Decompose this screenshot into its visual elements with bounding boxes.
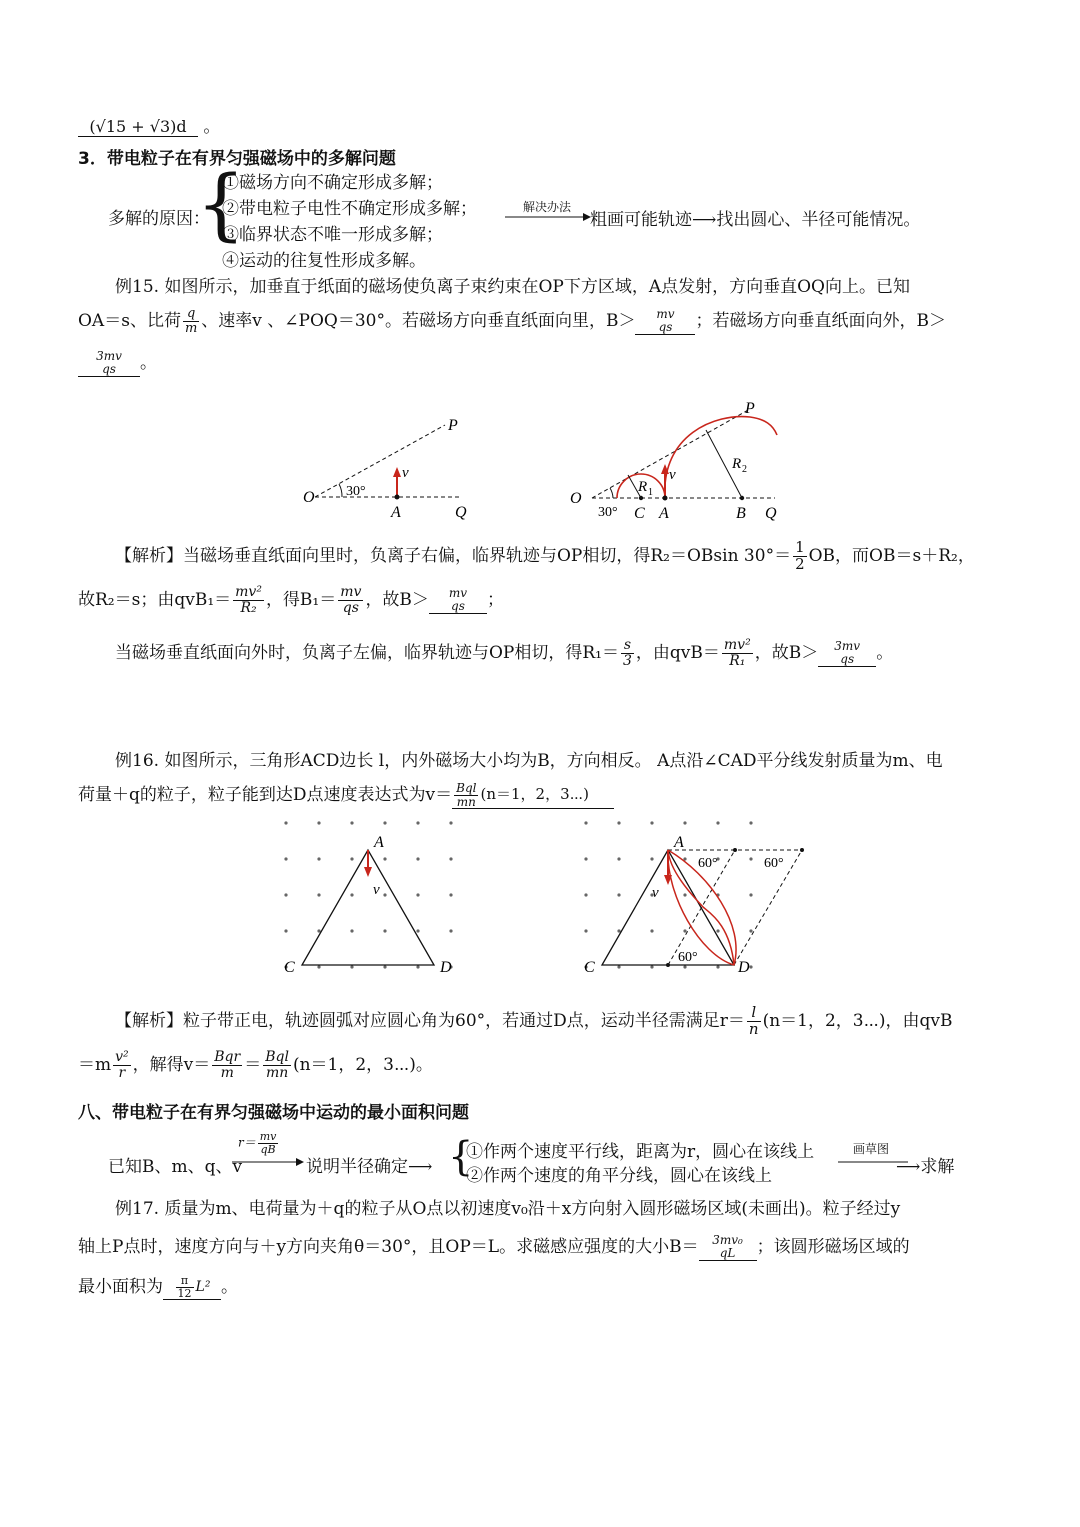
fig2-point-b	[740, 496, 744, 500]
field-dot	[284, 857, 287, 860]
reason-3: ③临界状态不唯一形成多解；	[222, 225, 443, 245]
fig4-label-c: C	[584, 959, 595, 976]
field-dot	[584, 857, 587, 860]
field-dot	[617, 857, 620, 860]
fig2-point-c	[639, 496, 643, 500]
sol16-line2: ＝m $\frac{\text{v²}}{r}$ ，解得v＝ $\frac{\text{Bqr}}{m}$ ＝ $\frac{\text{Bql}}{mn}$ (n＝1，2，3⋯)。	[78, 1049, 433, 1081]
field-dot	[383, 857, 386, 860]
field-dot	[317, 821, 320, 824]
field-dot	[350, 893, 353, 896]
fig4-angle-1: 60°	[698, 856, 718, 871]
field-dot	[650, 929, 653, 932]
fig3-label-a: A	[374, 834, 384, 851]
ex15-figure-2	[565, 395, 795, 530]
reason-1: ①磁场方向不确定形成多解；	[222, 173, 443, 193]
field-dot	[749, 929, 752, 932]
radius-text: 说明半径确定⟶	[306, 1157, 433, 1177]
sol16-line1: 【解析】粒子带正电，轨迹圆弧对应圆心角为60°，若通过D点，运动半径需满足r＝ $\frac{l}{n}$ (n＝1，2，3⋯)，由qvB	[115, 1003, 953, 1038]
fig4-label-d: D	[738, 959, 750, 976]
field-dot	[284, 821, 287, 824]
r-formula: r＝ $\frac{mv}{qB}$	[238, 1130, 277, 1156]
field-dot	[416, 893, 419, 896]
step-1: ①作两个速度平行线，距离为r，圆心在该线上	[466, 1142, 815, 1162]
field-dot	[284, 893, 287, 896]
ex16-figure-2	[570, 815, 820, 990]
reasons-list	[222, 170, 477, 274]
ex16-line2: 荷量＋q的粒子，粒子能到达D点速度表达式为v＝ $\frac{\text{Bql}}{mn}$ (n＝1，2，3⋯)	[78, 780, 614, 809]
ex15-figure-1	[290, 405, 490, 530]
field-dot	[749, 893, 752, 896]
field-dot	[416, 929, 419, 932]
field-dot	[617, 821, 620, 824]
fig2-label-r2-sub: 2	[742, 464, 747, 475]
ex16-line1: 例16. 如图所示，三角形ACD边长 l，内外磁场大小均为B，方向相反。 A点沿∠CAD平分线发射质量为m、电	[115, 751, 943, 771]
field-dot	[383, 965, 386, 968]
fig2-label-c: C	[634, 505, 645, 522]
top-answer: (√15 + √3)d	[78, 118, 198, 137]
fig4-angle-2: 60°	[764, 856, 784, 871]
sol15-line2: 故R₂＝s；由qvB₁＝ $\frac{\text{mv²}}{\text{R₂}}$ ，得B₁＝ $\frac{mv}{qs}$ ，故B＞ mv qs ；	[78, 584, 504, 616]
field-dot	[650, 965, 653, 968]
fig3-label-v: v	[373, 882, 380, 898]
draw-label: 画草图	[852, 1142, 889, 1156]
reason-4: ④运动的往复性形成多解。	[222, 251, 426, 271]
field-dot	[749, 821, 752, 824]
fig2-label-v: v	[669, 467, 676, 483]
fig2-label-o: O	[570, 490, 582, 507]
field-dot	[716, 965, 719, 968]
field-dot	[350, 821, 353, 824]
section-8-title: 八、带电粒子在有界匀强磁场中运动的最小面积问题	[78, 1103, 469, 1123]
field-dot	[383, 821, 386, 824]
field-dot	[284, 929, 287, 932]
field-dot	[350, 929, 353, 932]
reasons-brace: {	[196, 160, 246, 250]
fig2-label-a: A	[659, 505, 669, 522]
top-answer-line	[78, 112, 220, 137]
field-dot	[317, 893, 320, 896]
fig2-angle-arc	[610, 488, 613, 498]
field-dot	[449, 893, 452, 896]
field-dot	[449, 821, 452, 824]
fig2-point-a	[663, 496, 668, 501]
fig2-label-q: Q	[765, 505, 777, 522]
method-label: 解决办法	[522, 200, 571, 214]
fig1-angle-arc	[339, 484, 342, 497]
ex15-line1: 例15. 如图所示，加垂直于纸面的磁场使负离子束约束在OP下方区域，A点发射，方向垂直OQ向上。已知	[115, 277, 910, 297]
field-dot	[716, 821, 719, 824]
field-dot	[749, 857, 752, 860]
method-result: 粗画可能轨迹⟶找出圆心、半径可能情况。	[590, 210, 921, 230]
field-dot	[449, 929, 452, 932]
known-arrow	[232, 1157, 304, 1167]
field-dot	[317, 857, 320, 860]
fig1-point-a	[395, 495, 400, 500]
step-2: ②作两个速度的角平分线，圆心在该线上	[466, 1166, 772, 1186]
solve-text: ⟶求解	[896, 1157, 955, 1177]
fig2-label-angle: 30°	[598, 505, 618, 520]
field-dot	[617, 893, 620, 896]
ex15-answer-2: 3mv qs	[78, 350, 140, 377]
ex16-figure-1	[270, 815, 470, 990]
field-dot	[683, 821, 686, 824]
ex15-line2: OA＝s、比荷 $\frac{q}{m}$ 、速率v 、∠POQ＝30°。若磁场方向垂直纸面向里，B＞ mv qs ；若磁场方向垂直纸面向外，B＞	[78, 306, 946, 336]
fig2-label-r1: R	[638, 479, 648, 495]
field-dot	[416, 821, 419, 824]
fig2-label-r2: R	[732, 456, 742, 472]
steps-list	[466, 1140, 814, 1188]
field-dot	[317, 929, 320, 932]
field-dot	[350, 965, 353, 968]
fig4-angle-3: 60°	[678, 950, 698, 965]
steps-brace: {	[448, 1134, 474, 1180]
field-dot	[617, 965, 620, 968]
reasons-label: 多解的原因：	[108, 209, 210, 229]
fig2-label-p: P	[745, 400, 755, 417]
field-dot	[683, 965, 686, 968]
ex15-line3: 3mv qs 。	[78, 348, 157, 377]
fig3-velocity-head	[364, 867, 372, 877]
field-dot	[716, 929, 719, 932]
method-arrow	[505, 212, 591, 222]
fig2-label-r1-sub: 1	[648, 487, 653, 498]
fig4-point-2	[800, 848, 804, 852]
ex17-line1: 例17. 质量为m、电荷量为＋q的粒子从O点以初速度v₀沿＋x方向射入圆形磁场区域(未画出)。粒子经过y	[115, 1199, 901, 1219]
ex17-line3: 最小面积为 $\frac{\pi}{12}$ L² 。	[78, 1273, 238, 1300]
field-dot	[416, 857, 419, 860]
field-dot	[383, 893, 386, 896]
field-dot	[683, 929, 686, 932]
field-dot	[350, 857, 353, 860]
reason-2: ②带电粒子电性不确定形成多解；	[222, 199, 477, 219]
known-text: 已知B、m、q、v	[108, 1157, 243, 1177]
field-dot	[617, 929, 620, 932]
fig3-field-dots	[284, 821, 452, 968]
fig1-label-angle: 30°	[346, 484, 366, 499]
fig1-label-v: v	[402, 465, 409, 481]
field-dot	[650, 821, 653, 824]
field-dot	[650, 857, 653, 860]
ex17-line2: 轴上P点时，速度方向与＋y方向夹角θ＝30°，且OP＝L。求磁感应强度的大小B＝ 3mv₀ qL ；该圆形磁场区域的	[78, 1232, 910, 1260]
field-dot	[584, 821, 587, 824]
fig1-velocity-head	[393, 467, 401, 477]
fig4-label-v: v	[652, 885, 659, 901]
fig4-label-a: A	[674, 834, 684, 851]
fig1-line-op	[315, 425, 445, 497]
fig2-label-b: B	[736, 505, 746, 522]
field-dot	[584, 929, 587, 932]
fig3-label-c: C	[284, 959, 295, 976]
field-dot	[449, 857, 452, 860]
fig1-label-p: P	[448, 417, 458, 434]
fig4-field-dots	[584, 821, 752, 968]
fig4-point-3	[666, 963, 670, 967]
fig3-label-d: D	[440, 959, 452, 976]
fig4-point-1	[733, 848, 737, 852]
field-dot	[383, 929, 386, 932]
field-dot	[683, 893, 686, 896]
section-3-title: 3．带电粒子在有界匀强磁场中的多解问题	[78, 149, 396, 169]
fig2-line-op	[592, 409, 750, 498]
field-dot	[317, 965, 320, 968]
fig1-label-q: Q	[455, 504, 467, 521]
top-answer-end: 。	[203, 117, 221, 137]
fig1-label-a: A	[391, 504, 401, 521]
fig1-label-o: O	[303, 489, 315, 506]
field-dot	[749, 965, 752, 968]
sol15-line3: 当磁场垂直纸面向外时，负离子左偏，临界轨迹与OP相切，得R₁＝ $\frac{s}{3}$ ，由qvB＝ $\frac{\text{mv²}}{\text{R₁}}$ ，故B＞ 3mv qs 。	[115, 637, 894, 669]
sol15-line1: 【解析】当磁场垂直纸面向里时，负离子右偏，临界轨迹与OP相切，得R₂＝OBsin 30°＝ $\frac{1}{2}$ OB，而OB＝s＋R₂，	[115, 538, 975, 573]
field-dot	[584, 893, 587, 896]
field-dot	[416, 965, 419, 968]
